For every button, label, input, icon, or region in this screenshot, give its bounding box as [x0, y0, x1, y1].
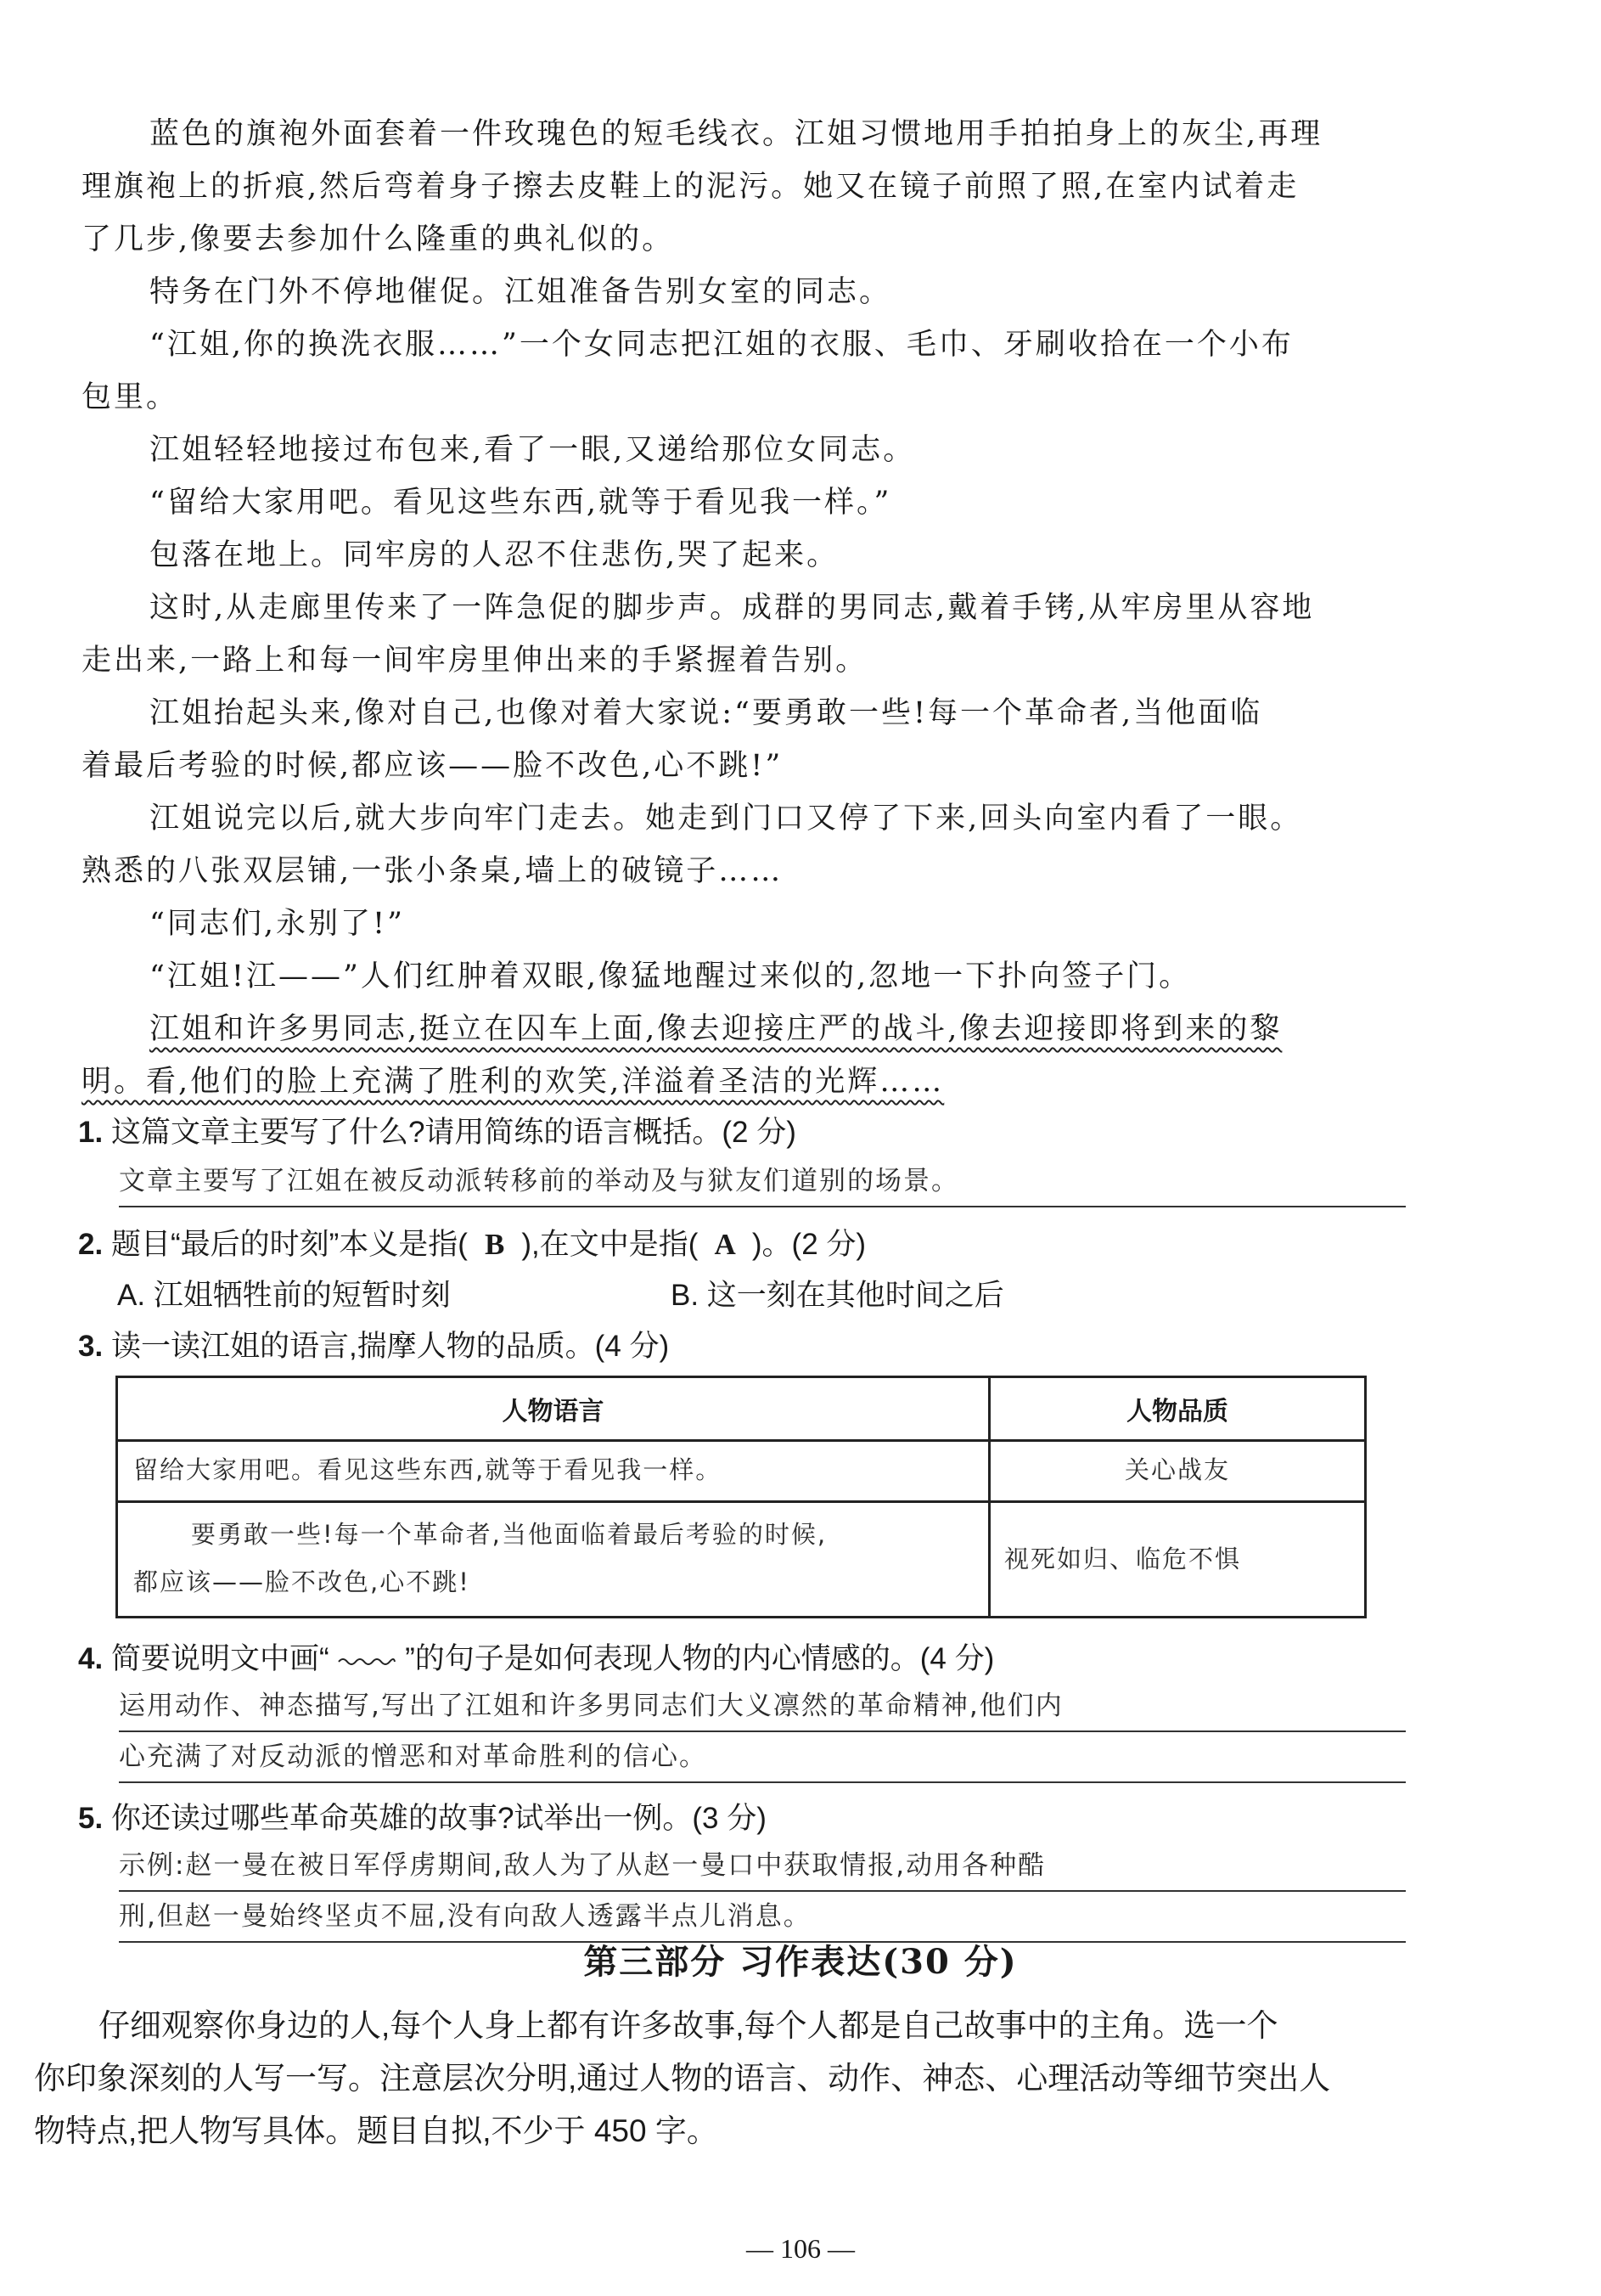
question-4 [78, 1639, 1419, 1680]
table-header-quality: 人物品质 [1126, 1397, 1228, 1427]
writing-prompt-line: 物特点,把人物写具体。题目自拟,不少于 450 字。 [34, 2113, 718, 2148]
character-analysis-table [115, 1376, 1367, 1618]
question-text: 你还读过哪些革命英雄的故事?试举出一例。(3 分) [110, 1802, 767, 1835]
table-cell-speech: 都应该——脸不改色,心不跳! [133, 1567, 470, 1596]
passage-line: “留给大家用吧。看见这些东西,就等于看见我一样。” [149, 486, 892, 520]
question-text: 题目“最后的时刻”本义是指( [110, 1228, 468, 1261]
question-number: 4. [78, 1642, 104, 1675]
table-cell-quality[interactable]: 视死如归、临危不惧 [1004, 1545, 1242, 1573]
option-a: A. 江姐牺牲前的短暂时刻 [117, 1279, 451, 1312]
passage-line: 江姐说完以后,就大步向牢门走去。她走到门口又停了下来,回头向室内看了一眼。 [149, 802, 1303, 836]
writing-prompt-line: 仔细观察你身边的人,每个人身上都有许多故事,每个人都是自己故事中的主角。选一个 [98, 2008, 1278, 2043]
wavy-underlined-sentence: 江姐和许多男同志,挺立在囚车上面,像去迎接庄严的战斗,像去迎接即将到来的黎 [149, 1012, 1283, 1046]
page-number: — 106 — [746, 2233, 855, 2264]
passage-line: 着最后考验的时候,都应该——脸不改色,心不跳!” [81, 749, 784, 783]
passage-line: 包里。 [81, 380, 179, 414]
question-number: 3. [78, 1330, 104, 1363]
question-number: 1. [78, 1116, 104, 1149]
question-text: )。(2 分) [751, 1228, 867, 1261]
passage-line: 走出来,一路上和每一间牢房里伸出来的手紧握着告别。 [81, 644, 868, 678]
table-cell-speech: 要勇敢一些!每一个革命者,当他面临着最后考验的时候, [191, 1520, 828, 1549]
writing-prompt-line: 你印象深刻的人写一写。注意层次分明,通过人物的语言、动作、神态、心理活动等细节突出人 [34, 2061, 1331, 2096]
question-text: 读一读江姐的语言,揣摩人物的品质。(4 分) [110, 1330, 670, 1363]
passage-line: 熟悉的八张双层铺,一张小条桌,墙上的破镜子…… [81, 854, 784, 888]
passage-line: “江姐!江——”人们红肿着双眼,像猛地醒过来似的,忽地一下扑向签子门。 [149, 959, 1192, 993]
question-3 [78, 1326, 1419, 1367]
option-b: B. 这一刻在其他时间之后 [671, 1279, 1004, 1312]
table-header-speech: 人物语言 [502, 1397, 604, 1427]
question-5 [78, 1798, 1419, 1839]
answer-line-q4[interactable]: 心充满了对反动派的憎恶和对革命胜利的信心。 [119, 1732, 1406, 1783]
question-text: 简要说明文中画“ [110, 1642, 329, 1675]
table-cell-quality[interactable]: 关心战友 [1124, 1455, 1230, 1484]
wavy-underline-icon [337, 1655, 396, 1667]
question-text: 这篇文章主要写了什么?请用简练的语言概括。(2 分) [110, 1116, 796, 1149]
passage-line: 江姐抬起头来,像对自己,也像对着大家说:“要勇敢一些!每一个革命者,当他面临 [149, 696, 1263, 730]
answer-blank-1[interactable]: B [484, 1228, 505, 1261]
section-title: 第三部分 习作表达(30 分) [583, 1942, 1018, 1982]
table-cell-speech: 留给大家用吧。看见这些东西,就等于看见我一样。 [133, 1455, 722, 1484]
answer-line-q5[interactable]: 刑,但赵一曼始终坚贞不屈,没有向敌人透露半点儿消息。 [119, 1892, 1406, 1943]
question-text: ),在文中是指( [521, 1228, 699, 1261]
passage-line: 理旗袍上的折痕,然后弯着身子擦去皮鞋上的泥污。她又在镜子前照了照,在室内试着走 [81, 170, 1300, 204]
answer-line-q1[interactable]: 文章主要写了江姐在被反动派转移前的举动及与狱友们道别的场景。 [119, 1156, 1406, 1207]
answer-line-q4[interactable]: 运用动作、神态描写,写出了江姐和许多男同志们大义凛然的革命精神,他们内 [119, 1681, 1406, 1732]
question-2 [78, 1224, 1419, 1265]
answer-blank-2[interactable]: A [714, 1228, 736, 1261]
answer-line-q5[interactable]: 示例:赵一曼在被日军俘虏期间,敌人为了从赵一曼口中获取情报,动用各种酷 [119, 1841, 1406, 1892]
passage-line: 江姐轻轻地接过布包来,看了一眼,又递给那位女同志。 [149, 433, 916, 467]
passage-line: 这时,从走廊里传来了一阵急促的脚步声。成群的男同志,戴着手铐,从牢房里从容地 [149, 591, 1315, 625]
wavy-underlined-sentence: 明。看,他们的脸上充满了胜利的欢笑,洋溢着圣洁的光辉…… [81, 1065, 945, 1099]
passage-line: 特务在门外不停地催促。江姐准备告别女室的同志。 [149, 275, 892, 309]
passage-line: “同志们,永别了!” [149, 907, 405, 941]
passage-line: 包落在地上。同牢房的人忍不住悲伤,哭了起来。 [149, 538, 840, 572]
question-number: 2. [78, 1228, 104, 1261]
passage-line: 了几步,像要去参加什么隆重的典礼似的。 [81, 222, 675, 256]
question-text: ”的句子是如何表现人物的内心情感的。(4 分) [405, 1642, 995, 1675]
question-1 [78, 1112, 1419, 1153]
passage-line: 蓝色的旗袍外面套着一件玫瑰色的短毛线衣。江姐习惯地用手拍拍身上的灰尘,再理 [149, 117, 1323, 151]
passage-line: “江姐,你的换洗衣服……”一个女同志把江姐的衣服、毛巾、牙刷收拾在一个小布 [149, 328, 1294, 362]
question-number: 5. [78, 1802, 104, 1835]
